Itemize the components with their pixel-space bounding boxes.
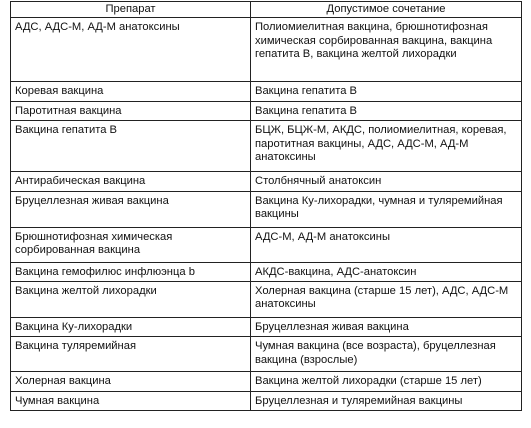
table-header-row [11,2,522,18]
drug-cell: Антирабическая вакцина [11,172,251,191]
combination-cell: Вакцина гепатита В [251,82,522,101]
table-row [11,391,522,410]
table-row [11,227,522,262]
drug-cell: АДС, АДС-М, АД-М анатоксины [11,18,251,82]
table-row [11,121,522,172]
combination-cell: БЦЖ, БЦЖ-М, АКДС, полиомиелитная, коревая, паротитная вакцины, АДС, АДС-М, АД-М анатоксины [251,121,522,172]
combination-cell: Столбнячный анатоксин [251,172,522,191]
drug-cell: Вакцина гепатита В [11,121,251,172]
table-row [11,282,522,318]
header-drug: Препарат [11,2,251,18]
table-row [11,262,522,281]
combination-cell: Полиомиелитная вакцина, брюшнотифозная химическая сорбированная вакцина, вакцина гепатита В, вакцина желтой лихорадки [251,18,522,82]
drug-cell: Паротитная вакцина [11,101,251,120]
drug-cell: Вакцина желтой лихорадки [11,282,251,318]
drug-cell: Вакцина туляремийная [11,337,251,372]
header-allowed-combination: Допустимое сочетание [251,2,522,18]
table-row [11,18,522,82]
table-row [11,372,522,391]
combination-cell: Бруцеллезная живая вакцина [251,318,522,337]
table-row [11,337,522,372]
table-row [11,191,522,227]
table-row [11,172,522,191]
combination-cell: Холерная вакцина (старше 15 лет), АДС, АДС-М анатоксины [251,282,522,318]
combination-cell: Вакцина желтой лихорадки (старше 15 лет) [251,372,522,391]
combination-cell: Вакцина Ку-лихорадки, чумная и туляремийная вакцины [251,191,522,227]
drug-cell: Вакцина гемофилюс инфлюэнца b [11,262,251,281]
combination-cell: Чумная вакцина (все возраста), бруцеллезная вакцина (взрослые) [251,337,522,372]
combination-cell: АКДС-вакцина, АДС-анатоксин [251,262,522,281]
table-row [11,82,522,101]
vaccine-compatibility-table [10,1,522,411]
drug-cell: Брюшнотифозная химическая сорбированная вакцина [11,227,251,262]
table-row [11,318,522,337]
drug-cell: Вакцина Ку-лихорадки [11,318,251,337]
combination-cell: Бруцеллезная и туляремийная вакцины [251,391,522,410]
table-row [11,101,522,120]
combination-cell: Вакцина гепатита В [251,101,522,120]
drug-cell: Бруцеллезная живая вакцина [11,191,251,227]
drug-cell: Чумная вакцина [11,391,251,410]
combination-cell: АДС-М, АД-М анатоксины [251,227,522,262]
drug-cell: Холерная вакцина [11,372,251,391]
drug-cell: Коревая вакцина [11,82,251,101]
